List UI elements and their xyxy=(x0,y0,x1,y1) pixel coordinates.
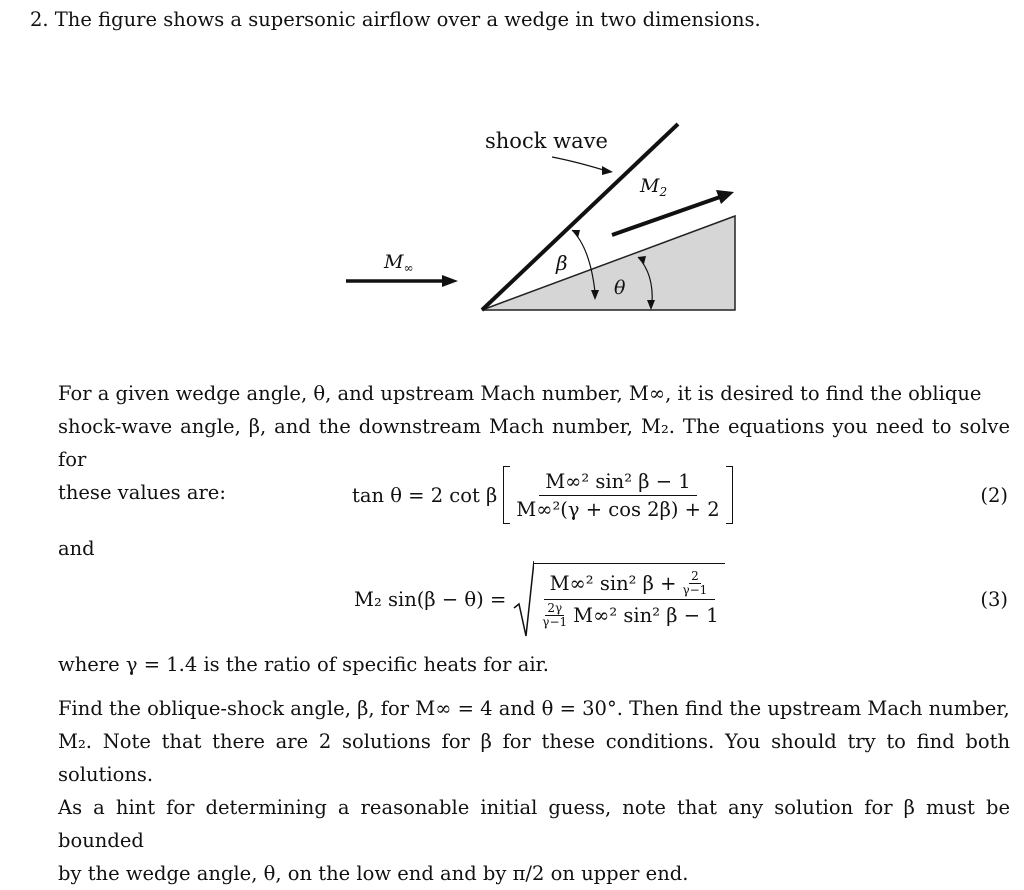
paragraph-2 xyxy=(58,692,1010,890)
where-text: where γ = 1.4 is the ratio of specific heats for air. xyxy=(58,653,549,676)
downstream-arrowhead xyxy=(716,190,734,204)
para1-line1: For a given wedge angle, θ, and upstream Mach number, M∞, it is desired to find the oblique xyxy=(58,382,982,405)
wedge-shock-figure xyxy=(330,110,750,320)
eq2-number: (2) xyxy=(980,484,1008,507)
eq3-number: (3) xyxy=(980,588,1008,611)
shock-wave-pointer xyxy=(552,157,610,172)
wedge-shape xyxy=(482,216,735,310)
eq3-lhs: M₂ sin(β − θ) = xyxy=(354,587,507,611)
equation-3: M₂ sin(β − θ) = M∞² sin² β + $\frac{2}{\gamma-1}$ $\frac{2\gamma}{\gamma-1}$ M∞² sin² β − 1 xyxy=(354,560,725,638)
minf-label: $M_\infty$ xyxy=(384,251,414,275)
para1-line2: shock-wave angle, β, and the downstream Mach number, M₂. The equations you need to solve for xyxy=(58,415,1010,471)
shock-wave-label: shock wave xyxy=(485,129,608,153)
para2-line2: M₂. Note that there are 2 solutions for β for these conditions. You should try to find both solutions. xyxy=(58,730,1010,786)
eq2-numerator: M∞² sin² β − 1 xyxy=(539,470,696,496)
beta-label: β xyxy=(556,251,568,275)
eq2-denominator: M∞²(γ + cos 2β) + 2 xyxy=(516,497,720,521)
theta-label: θ xyxy=(614,277,626,299)
eq3-den-b: M∞² sin² β − 1 xyxy=(573,604,719,627)
and-text: and xyxy=(58,537,95,560)
m2-label: $M_2$ xyxy=(640,175,668,199)
para2-line1: Find the oblique-shock angle, β, for M∞ = 4 and θ = 30°. Then find the upstream Mach number, xyxy=(58,697,1010,720)
equation-2 xyxy=(352,466,733,524)
problem-intro: 2. The figure shows a supersonic airflow over a wedge in two dimensions. xyxy=(30,8,761,31)
sqrt-sign xyxy=(512,560,534,638)
freestream-arrowhead xyxy=(442,275,458,287)
para2-line3: As a hint for determining a reasonable initial guess, note that any solution for β must be bounded xyxy=(58,796,1010,852)
para2-line4: by the wedge angle, θ, on the low end and by π/2 on upper end. xyxy=(58,862,689,885)
eq2-lhs: tan θ = 2 cot β xyxy=(352,483,498,507)
eq3-num-a: M∞² sin² β + xyxy=(549,572,677,595)
para1-line3: these values are: xyxy=(58,481,226,504)
